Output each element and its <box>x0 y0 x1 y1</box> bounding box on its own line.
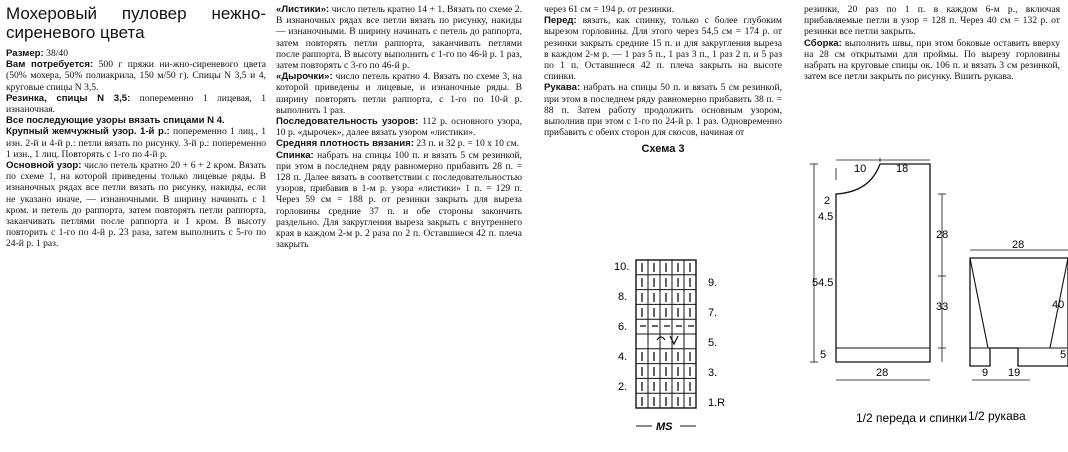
sleeves-label: Рукава: <box>544 82 581 94</box>
density-label: Средняя плотность вязания: <box>276 138 414 150</box>
scheme-row-right-5: 5. <box>708 337 718 349</box>
sleeve-pattern <box>970 258 1068 366</box>
scheme-row-left-8: 8. <box>618 291 628 303</box>
scheme-row-right-7: 7. <box>708 307 718 319</box>
rib-label: Резинка, спицы N 3,5: <box>6 92 131 104</box>
front-dimension-lines <box>810 158 949 380</box>
sleeves-text: набрать на спицы 50 п. и вязать 5 см резинкой, при этом в последнем ряду равномерно прибавить 38 п. = 88 п. Затем работу продолжить основным узором, выполнив при этом с 1-го по 24-й р. 1 раз. Одновременно прибавить с обеих сторон для скосов, начиная от <box>544 82 782 139</box>
sleeves-paragraph <box>544 82 782 138</box>
front-dim-top-right: 18 <box>896 163 909 175</box>
front-dim-top-left: 10 <box>854 163 867 175</box>
density-text: 23 п. и 32 р. = 10 х 10 см. <box>413 138 520 150</box>
front-dim-body: 33 <box>936 301 949 313</box>
pearl-text: попеременно 1 лиц., 1 изн. 2-й и 4-й р.: петли вязать по рисунку. 3-й р.: попеременно 1 изн., 1 лиц. Повторять с 1-го по 4-й р. <box>6 126 266 160</box>
sequence-text: 112 р. основного узора, 10 р. «дырочек», далее вязать узором «листики». <box>276 116 522 139</box>
column-1 <box>6 4 266 250</box>
assembly-text: выполнить швы, при этом боковые оставить вверху на 28 см открытыми для проймы. По вырезу горловины набрать на круговые спицы ок. 106 п. и вязать 3 см резинкой, затем все петли закрыть по рисунку. Вшить рукава. <box>804 37 1060 83</box>
scheme-row-left-4: 4. <box>618 351 628 363</box>
front-label: Перед: <box>544 15 577 27</box>
scheme-3-chart <box>600 258 760 438</box>
front-dim-total-height: 54.5 <box>812 277 834 289</box>
scheme-row-left-2: 2. <box>618 381 628 393</box>
holes-paragraph <box>276 71 522 116</box>
leaves-label: «Листики»: <box>276 4 330 15</box>
scheme-row-left-10: 10. <box>614 261 630 273</box>
sleeve-dim-bottom-right: 19 <box>1008 367 1021 379</box>
page-title: Мохеровый пуловер нежно-сиреневого цвета <box>6 4 266 42</box>
scheme-row-left-6: 6. <box>618 321 628 333</box>
sleeve-dimension-lines <box>970 250 1068 380</box>
size-value: 38/40 <box>43 48 69 59</box>
main-pattern-label: Основной узор: <box>6 160 82 172</box>
sleeve-dim-bottom-left: 9 <box>982 367 989 379</box>
materials-paragraph <box>6 59 266 93</box>
front-dim-rib: 5 <box>820 349 827 361</box>
rib-text: попеременно 1 лицевая, 1 изнаночная. <box>6 92 266 116</box>
main-pattern-paragraph <box>6 160 266 250</box>
front-caption: 1/2 переда и спинки <box>856 411 968 425</box>
back-text: набрать на спицы 100 п. и вязать 5 см резинкой, при этом в последнем ряду равномерно прибавить 28 п. = 128 п. Далее вязать в соответствии с последовательностью узоров, прибавив в 1-м р. узора «листики» 1 п. = 129 п. Через 59 см = 188 р. от резинки закрыть для выреза горловины средние 37 п. и обе стороны закончить раздельно. Для закругления выреза закрыть с внутреннего края в каждом 2-м р. 2 раза по 2 п. Оставшиеся 42 п. плеча закрыть <box>276 149 522 251</box>
leaves-paragraph <box>276 4 522 71</box>
sequence-label: Последовательность узоров: <box>276 116 419 128</box>
front-back-pattern <box>836 164 930 362</box>
materials-text: 500 г пряжи ни-жно-сиреневого цвета (50% мохера, 50% полиакрила, 150 м/50 г). Спицы N 3,5 и 4, круговые спицы N 3,5. <box>6 59 266 93</box>
size-label: Размер: <box>6 48 44 59</box>
pearl-paragraph <box>6 126 266 160</box>
pattern-diagrams <box>804 158 1068 448</box>
sleeve-dim-height: 40 <box>1052 299 1065 311</box>
sleeve-caption: 1/2 рукава <box>968 409 1026 423</box>
density-paragraph <box>276 138 522 149</box>
holes-text: число петель кратно 4. Вязать по схеме 3, на которой приведены и лицевые, и изнаночные ряды. В ширину повторять петли раппорта, с 1-го по 10-й р. выполнить 1 раз. <box>276 71 522 116</box>
ms-label: MS <box>656 421 673 433</box>
assembly-label: Сборка: <box>804 37 842 49</box>
materials-label: Вам потребуется: <box>6 59 94 71</box>
sleeve-dim-top: 28 <box>1012 239 1025 251</box>
column-3 <box>544 4 782 156</box>
front-dim-armhole: 28 <box>936 229 949 241</box>
front-dim-neck-b: 4.5 <box>818 211 834 223</box>
holes-label: «Дырочки»: <box>276 71 333 83</box>
scheme-row-right-1: 1.R <box>708 397 726 409</box>
pearl-label: Крупный жемчужный узор. 1-й р.: <box>6 126 170 138</box>
leaves-text: число петель кратно 14 + 1. Вязать по схеме 2. В изнаночных рядах все петли вязать по рисунку, накиды — изнаночными. В ширину начинать с петель до раппорта, затем повторять петли раппорта, заканчивать петлями после раппорта. В высоту выполнить с 1-го по 46-й р. 1 раз, затем повторять с 3-го по 46-й р. <box>276 4 522 72</box>
scheme-title: Схема 3 <box>641 143 685 156</box>
front-text: вязать, как спинку, только с более глубоким вырезом горловины. Для этого через 54,5 см = 174 р. от резинки закрыть средние 15 п. и для закругления выреза в каждом 2-м р. — 1 раз 5 п., 1 раз 3 п., 1 раз 2 п. и 5 раз по 1 п. Оставшиеся 42 п. плеча закрыть на высоте спинки. <box>544 15 782 83</box>
back-label: Спинка: <box>276 149 314 161</box>
all-patterns-note: Все последующие узоры вязать спицами N 4. <box>6 115 225 127</box>
sequence-paragraph <box>276 116 522 138</box>
size-paragraph <box>6 48 266 59</box>
front-dim-width: 28 <box>876 367 889 379</box>
sleeves-continued: резинки, 20 раз по 1 п. в каждом 6-м р., включая прибавляемые петли в узор = 128 п. Через 40 см = 132 р. от резинки все петли закрыть. <box>804 4 1060 38</box>
scheme-row-right-9: 9. <box>708 277 718 289</box>
sleeve-dim-rib: 5 <box>1060 349 1067 361</box>
assembly-paragraph <box>804 38 1060 83</box>
main-pattern-text: число петель кратно 20 + 6 + 2 кром. Вязать по схеме 1, на которой приведены только лицевые ряды. В изнаночных рядах все петли вязать по рисунку, накиды, если не указано иначе, — изнаночными. В ширину начинать с 1 кром. и петель до раппорта, затем повторять петли раппорта, заканчивать петлями после раппорта и 1 кром. В высоту повторить с 1-го по 4-й р. 23 раза, затем выполнить с 5-го по 24-й р. 1 раз. <box>6 160 266 250</box>
rib-paragraph <box>6 93 266 115</box>
front-dim-neck-a: 2 <box>824 195 831 207</box>
front-paragraph <box>544 15 782 82</box>
column-4 <box>804 4 1060 82</box>
back-paragraph <box>276 150 522 251</box>
scheme-row-right-3: 3. <box>708 367 718 379</box>
back-continued: через 61 см = 194 р. от резинки. <box>544 4 675 15</box>
column-2 <box>276 4 522 250</box>
